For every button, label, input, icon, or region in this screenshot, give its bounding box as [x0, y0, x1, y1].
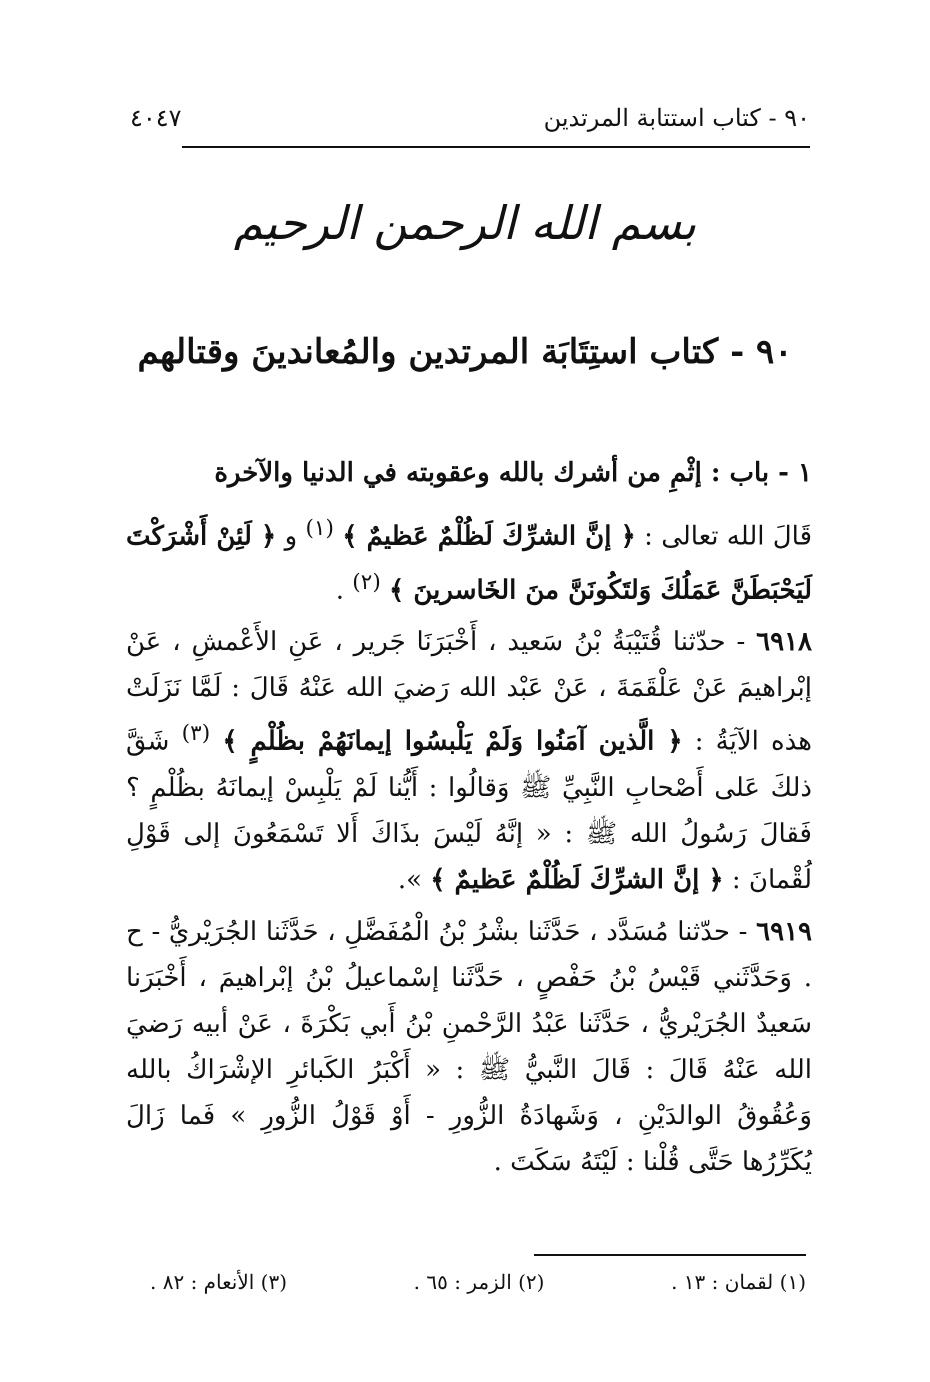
header-rule	[182, 146, 810, 148]
running-head-chapter: ٩٠ - كتاب استتابة المرتدين	[543, 104, 810, 132]
quran-verse-2: ﴿ لَئِنْ أَشْرَكْتَ لَيَحْبَطَنَّ عَمَلُكَ وَلتَكُونَنَّ منَ الخَاسرينَ ﴾	[126, 521, 812, 606]
chapter-heading: ١ - باب : إثْمِ من أشرك بالله وعقوبته في الدنيا والآخرة	[214, 458, 812, 488]
hadith-text-part2: شَقَّ ذلكَ عَلى أَصْحابِ النَّبِيِّ ﷺ وَقالُوا : أَيُّنا لَمْ يَلْبِسْ إيمانَهُ بظُلْمٍ ؟ فَقالَ رَسُولُ الله ﷺ : « إنَّهُ لَيْسَ بذَاكَ أَلا تَسْمَعُونَ إلى قَوْلِ لُقْمانَ :	[126, 726, 812, 895]
body-text	[126, 450, 812, 1191]
book-title: ٩٠ - كتاب استِتَابَة المرتدين والمُعاندينَ وقتالهم	[137, 332, 793, 372]
footnote: (٢) الزمر : ٦٥ .	[413, 1270, 545, 1294]
intro-end: .	[335, 575, 344, 606]
footnote: (٣) الأنعام : ٨٢ .	[150, 1270, 288, 1294]
footnote-ref-1: (١)	[305, 516, 334, 541]
conjunction: و	[284, 521, 298, 552]
footnote-ref-2: (٢)	[352, 569, 381, 595]
hadith-end: ».	[397, 864, 422, 895]
chapter-intro	[126, 506, 812, 613]
hadith-6919	[126, 909, 812, 1185]
footnotes	[150, 1270, 806, 1310]
quran-verse-luqman: ﴿ إنَّ الشرِّكَ لَظُلْمٌ عَظيمٌ ﴾	[430, 864, 724, 895]
hadith-number: ٦٩١٩	[756, 916, 812, 947]
hadith-number: ٦٩١٨	[756, 627, 812, 658]
footnote: (١) لقمان : ١٣ .	[671, 1270, 806, 1294]
quran-verse: ﴿ الَّذين آمَنُوا وَلَمْ يَلْبسُوا إيمانَهُمْ بظُلْمٍ ﴾	[222, 726, 683, 757]
footnote-rule	[534, 1254, 806, 1256]
basmala: بسم الله الرحمن الرحيم	[233, 196, 697, 250]
footnote-ref-3: (٣)	[181, 721, 211, 747]
hadith-text-part1: - حدّثنا قُتَيْبَةُ بْنُ سَعيد ، أَخْبَرَنَا جَرير ، عَنِ الأَعْمشِ ، عَنْ إبْراهيمَ عَنْ عَلْقَمَةَ ، عَنْ عَبْد الله رَضيَ الله عَنْهُ قَالَ : لَمَّا نَزَلَتْ هذه الآيَةُ :	[126, 627, 813, 757]
intro-prefix: قَالَ الله تعالى :	[644, 521, 813, 552]
page-number: ٤٠٤٧	[130, 104, 182, 132]
hadith-6918	[126, 619, 812, 903]
running-head	[130, 96, 810, 140]
hadith-text: - حدّثنا مُسَدَّد ، حَدَّثَنا بشْرُ بْنُ الْمُفَضَّلِ ، حَدَّثَنا الجُرَيْريُّ - ح . وَحَدَّثَني قَيْسُ بْنُ حَفْصٍ ، حَدَّثَنا إسْماعيلُ بْنُ إبْراهيمَ ، أَخْبَرَنا سَعيدٌ الجُرَيْريُّ ، حَدَّثَنا عَبْدُ الرَّحْمنِ بْنُ أَبي بَكْرَةَ ، عَنْ أبيه رَضيَ الله عَنْهُ قَالَ : قَالَ النَّبيُّ ﷺ : « أَكْبَرُ الكَبائرِ الإشْرَاكُ بالله وَعُقُوقُ الوالدَيْنِ ، وَشَهادَةُ الزُّورِ - أَوْ قَوْلُ الزُّورِ » فَما زَالَ يُكَرِّرُها حَتَّى قُلْنا : لَيْتَهُ سَكَتَ .	[126, 916, 812, 1177]
quran-verse-1: ﴿ إنَّ الشرِّكَ لَظُلْمٌ عَظيمٌ ﴾	[342, 521, 636, 552]
